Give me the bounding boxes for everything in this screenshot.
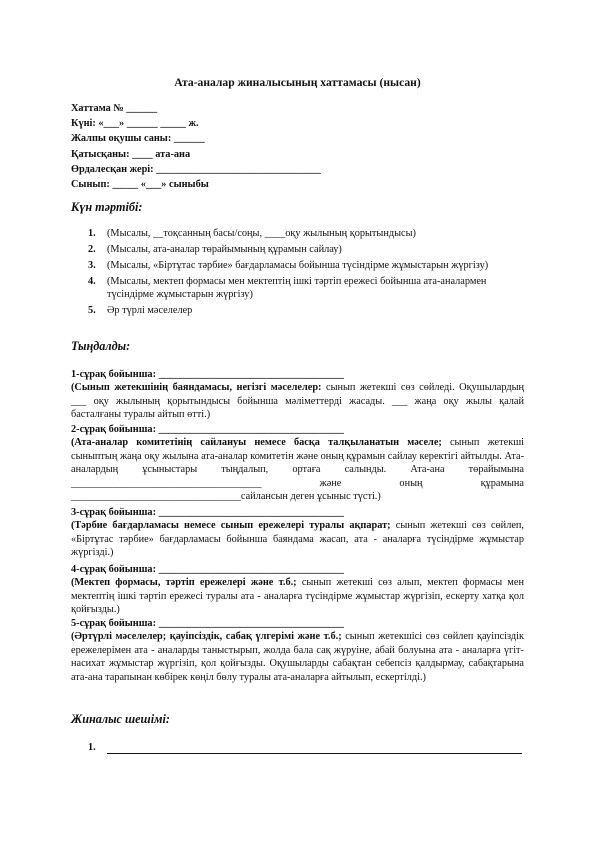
agenda-item-number: 2. bbox=[88, 244, 96, 255]
agenda-heading: Күн тәртібі: bbox=[71, 200, 143, 214]
question-text bbox=[71, 519, 524, 559]
question-body: сынып жетекші сөз сөйлеп, «Біртұтас тәрбие» бағдарламасы бойынша баяндама жасап, ата - аналарға түсіндірме жұмыстар жүргізді.) bbox=[71, 520, 524, 559]
question-heading: 2-сұрақ бойынша: ____________________________________ bbox=[71, 424, 344, 435]
question-body: сынып жетекші сөз алып, мектеп формасы мен мектептің ішкі тәртіп ережесі туралы ата - аналарға түсіндірме жұмыстар жүргізіп, ескерту хатқа қол қойғызды.) bbox=[71, 577, 524, 616]
question-topic: (Сынып жетекшінің баяндамасы, негізгі мәселелер: bbox=[71, 382, 322, 394]
question-topic: (Тәрбие бағдарламасы немесе сынып ережелері туралы ақпарат; bbox=[71, 520, 391, 532]
document-title: Ата-аналар жиналысының хаттамасы (нысан) bbox=[174, 76, 421, 89]
question-text bbox=[71, 576, 524, 616]
protocol-date: Күні: «___» ______ _____ ж. bbox=[71, 118, 199, 130]
attendance: Қатысқаны: ____ ата-ана bbox=[71, 148, 191, 160]
agenda-list bbox=[88, 227, 518, 320]
question-body: сынып жетекшісі сөз сөйлеп қауіпсіздік ережелерімен ата - аналарды таныстырып, жолда бала сақ жүруіне, абай болуына ата - аналарға үгіт-насихат жұмыстар жүргізіп, қол қойғызды. Оқушыларды сабақтан себепсіз қалдырмау, сабақтарына ата-ана тарапынан көбірек көңіл бөлу туралы ата-аналарға айтылып, ескертілді.) bbox=[71, 631, 524, 683]
agenda-item bbox=[88, 304, 518, 317]
agenda-item-number: 5. bbox=[88, 305, 96, 317]
total-students: Жалпы оқушы саны: ______ bbox=[71, 133, 205, 145]
agenda-item-number: 1. bbox=[88, 228, 96, 239]
agenda-item-text: Әр түрлі мәселелер bbox=[107, 305, 193, 317]
protocol-number: Хаттама № ______ bbox=[71, 103, 158, 114]
question-body: сынып жетекші сыныптың жаңа оқу жылына ата-аналар комитетін және оның құрамын сайлау керектігі айтылды. Ата-аналардың ұсыныстары тыңдалып, ортаға салынды. Ата-ана төрайымына _____________________________________ және оның құрамына _________________________________сайлансын деген ұсыныс түсті.) bbox=[71, 437, 524, 503]
question-heading: 3-сұрақ бойынша: ____________________________________ bbox=[71, 507, 344, 518]
agenda-item bbox=[88, 275, 518, 302]
question-text bbox=[71, 381, 524, 421]
protocol-meta bbox=[71, 101, 321, 192]
decision-blank-line bbox=[107, 753, 522, 754]
question-topic: (Мектеп формасы, тәртіп ережелері және т.б.; bbox=[71, 577, 297, 589]
question-block bbox=[71, 506, 524, 560]
question-block bbox=[71, 423, 524, 503]
class-name: Сынып: _____ «___» сыныбы bbox=[71, 178, 209, 190]
question-heading: 1-сұрақ бойынша: ____________________________________ bbox=[71, 369, 344, 380]
question-block bbox=[71, 563, 524, 617]
agenda-item-text: (Мысалы, мектеп формасы мен мектептің ішкі тәртіп ережесі бойынша ата-аналармен түсіндірме жұмыстарын жүргізу) bbox=[107, 276, 487, 301]
agenda-item-text: (Мысалы, ата-аналар төрайымының құрамын сайлау) bbox=[107, 244, 342, 255]
decision-item-number: 1. bbox=[88, 742, 96, 753]
agenda-item bbox=[88, 227, 518, 240]
question-block bbox=[71, 617, 524, 684]
question-heading: 4-сұрақ бойынша: ____________________________________ bbox=[71, 564, 344, 575]
question-topic: (Ата-аналар комитетінің сайлануы немесе басқа талқыланатын мәселе; bbox=[71, 437, 442, 449]
question-text bbox=[71, 630, 524, 684]
question-text bbox=[71, 436, 524, 503]
decision-heading: Жиналыс шешімі: bbox=[71, 712, 170, 726]
question-heading: 5-сұрақ бойынша: ____________________________________ bbox=[71, 618, 344, 629]
agenda-item-number: 4. bbox=[88, 276, 96, 287]
agenda-item-number: 3. bbox=[88, 260, 96, 271]
agenda-item bbox=[88, 259, 518, 272]
question-body: сынып жетекші сөз сөйледі. Оқушылардың ___ оқу жылының қорытындысы бойынша мәліметтерді жасады. ___ жаңа оқу жылы қалай басталғаны туралы айтып өтті.) bbox=[71, 382, 525, 421]
listened-heading: Тыңдалды: bbox=[71, 339, 131, 353]
question-block bbox=[71, 368, 524, 422]
agenda-item bbox=[88, 243, 518, 256]
agenda-item-text: (Мысалы, __тоқсанның басы/соңы, ____оқу жылының қорытындысы) bbox=[107, 228, 416, 239]
meeting-place: Өрдалесқан жері: ________________________________ bbox=[71, 163, 321, 175]
agenda-item-text: (Мысалы, «Біртұтас тәрбие» бағдарламасы бойынша түсіндірме жұмыстарын жүргізу) bbox=[107, 260, 489, 271]
question-topic: (Әртүрлі мәселелер; қауіпсіздік, сабақ үлгерімі және т.б.; bbox=[71, 631, 342, 643]
